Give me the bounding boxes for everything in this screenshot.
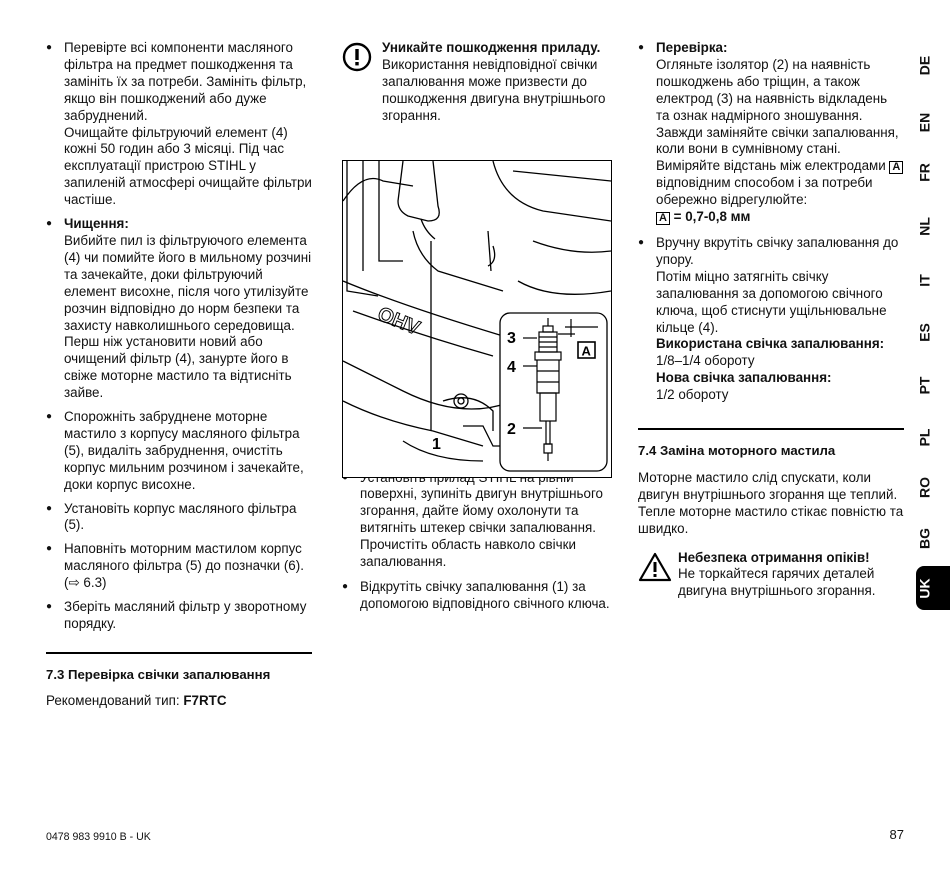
exclamation-circle-icon xyxy=(342,42,372,77)
list-item xyxy=(638,235,904,404)
page-number: 87 xyxy=(889,827,904,842)
paragraph xyxy=(656,158,904,209)
column-right xyxy=(638,40,904,600)
recommended-type xyxy=(46,693,312,710)
list-item xyxy=(342,579,612,613)
lang-tab-it[interactable]: IT xyxy=(916,274,933,287)
section-divider xyxy=(638,428,904,430)
paragraph: ● Установіть корпус масляного фільтра (5). xyxy=(64,500,297,533)
paragraph: ● поверхні, зупиніть двигун внутрішнього згорання, дайте йому охолонути та витягніть штекер свічки запалювання. Прочистіть область навколо свічки запалювання. xyxy=(360,486,603,570)
lang-tab-fr[interactable]: FR xyxy=(916,163,933,182)
bullet-list-filter xyxy=(46,40,312,633)
paragraph: ● Вручну вкрутіть свічку запалювання до упору. xyxy=(656,234,899,267)
paragraph: Потім міцно затягніть свічку запалювання за допомогою свічного ключа, щоб стиснути ущільнювальне кільце (4). xyxy=(656,268,887,335)
lang-tab-es[interactable]: ES xyxy=(916,323,933,342)
warning-title: Уникайте пошкодження приладу. xyxy=(382,40,601,55)
danger-text: Не торкайтеся гарячих деталей двигуна внутрішнього згорання. xyxy=(678,566,876,599)
measure-text-end: відповідним способом і за потреби обережно відрегулюйте: xyxy=(656,175,873,208)
new-plug-heading: Нова свічка запалювання: xyxy=(656,370,832,386)
paragraph: Перш ніж установити новий або очищений фільтр (4), занурте його в свіже моторне мастило та відтисніть зайве. xyxy=(64,334,292,401)
lang-tab-pt[interactable]: PT xyxy=(916,376,933,395)
used-plug-value: 1/8–1/4 обороту xyxy=(656,353,755,369)
paragraph: Очищайте фільтруючий елемент (4) кожні 50 годин або 3 місяці. Під час експлуатації пристрою STIHL у запиленій атмосфері очищайте фільтри частіше. xyxy=(64,124,312,208)
paragraph: ● Зберіть масляний фільтр у зворотному порядку. xyxy=(64,599,307,631)
warning-text: Використання невідповідної свічки запалювання може призвести до пошкодження двигуна внутрішнього згорання. xyxy=(382,56,606,123)
paragraph: ● Наповніть моторним мастилом корпус масляного фільтра (5) до позначки (6).(⇨ 6.3) xyxy=(64,541,304,591)
recommended-value: F7RTC xyxy=(183,692,227,708)
paragraph: Моторне мастило слід спускати, коли двигун внутрішнього згорання ще теплий. Тепле моторне мастило стікає повністю та швидко. xyxy=(638,469,904,536)
list-item xyxy=(46,599,312,633)
warning-triangle-icon xyxy=(638,552,672,587)
list-item xyxy=(342,470,612,571)
bullet-list-plug xyxy=(342,470,612,613)
list-item xyxy=(46,409,312,494)
gap-value: = 0,7-0,8 мм xyxy=(669,209,751,225)
paragraph: Огляньте ізолятор (2) на наявність пошкоджень або тріщин, а також електрод (3) на наявність відкладень та ознак надмірного зношування. Завжди заміняйте свічки запалювання, коли вони в сумнівному стані. xyxy=(656,56,899,157)
list-item xyxy=(638,40,904,226)
ohv-label: OHV xyxy=(374,303,423,340)
gap-a-box: A xyxy=(656,212,670,225)
gap-spec xyxy=(656,209,904,226)
figure-label-2: 2 xyxy=(507,421,516,438)
lang-tab-uk[interactable]: UK xyxy=(916,578,933,599)
figure-label-4: 4 xyxy=(507,359,516,376)
danger-notice xyxy=(638,550,904,601)
figure-label-3: 3 xyxy=(507,330,516,347)
spark-plug-illustration xyxy=(342,160,612,478)
paragraph: ● Перевірте всі компоненти масляного фільтра на предмет пошкодження та замініть їх за потреби. Замініть фільтр, якщо він пошкоджений або дуже забруднений. xyxy=(64,40,307,123)
list-item xyxy=(46,541,312,592)
list-item xyxy=(46,40,312,209)
lang-tab-ro[interactable]: RO xyxy=(916,476,933,498)
lang-tab-bg[interactable]: BG xyxy=(916,527,933,549)
list-heading: ● Чищення: xyxy=(64,216,129,232)
warning-notice xyxy=(342,40,612,125)
check-heading: ● Перевірка: xyxy=(656,40,728,55)
section-title: 7.4 Заміна моторного мастила xyxy=(638,443,836,459)
recommended-label: Рекомендований тип: xyxy=(46,692,184,708)
lang-tab-pl[interactable]: PL xyxy=(916,428,933,447)
lang-tab-nl[interactable]: NL xyxy=(916,217,933,236)
lang-tab-de[interactable]: DE xyxy=(916,55,933,76)
used-plug-heading: Використана свічка запалювання: xyxy=(656,336,885,352)
measure-a-box: A xyxy=(889,161,903,174)
paragraph: ● Відкрутіть свічку запалювання (1) за допомогою відповідного свічного ключа. xyxy=(360,578,610,611)
paragraph: Вибийте пил із фільтруючого елемента (4) чи помийте його в мильному розчині та зачекайте, доки фільтруючий елемент висохне, після чого утилізуйте розчин відповідно до норм безпеки та захисту навколишнього середовища. xyxy=(64,232,312,333)
document-code: 0478 983 9910 B - UK xyxy=(46,831,151,843)
figure-label-a: A xyxy=(581,343,591,359)
figure-label-1: 1 xyxy=(432,436,441,453)
section-title: 7.3 Перевірка свічки запалювання xyxy=(46,666,271,682)
new-plug-value: 1/2 обороту xyxy=(656,387,729,403)
paragraph: ● Спорожніть забруднене моторне мастило з корпусу масляного фільтра (5), видаліть забруднення, очистіть корпус мильним розчином і зачекайте, доки корпус висохне. xyxy=(64,409,304,492)
section-divider xyxy=(46,652,312,654)
danger-title: Небезпека отримання опіків! xyxy=(678,549,870,565)
measure-text: Виміряйте відстань між електродами xyxy=(656,158,890,174)
bullet-list-check xyxy=(638,40,904,404)
lang-tab-en[interactable]: EN xyxy=(916,112,933,133)
list-item xyxy=(46,216,312,402)
list-item xyxy=(46,501,312,535)
engine-drawing xyxy=(343,161,611,477)
column-left xyxy=(46,40,312,710)
